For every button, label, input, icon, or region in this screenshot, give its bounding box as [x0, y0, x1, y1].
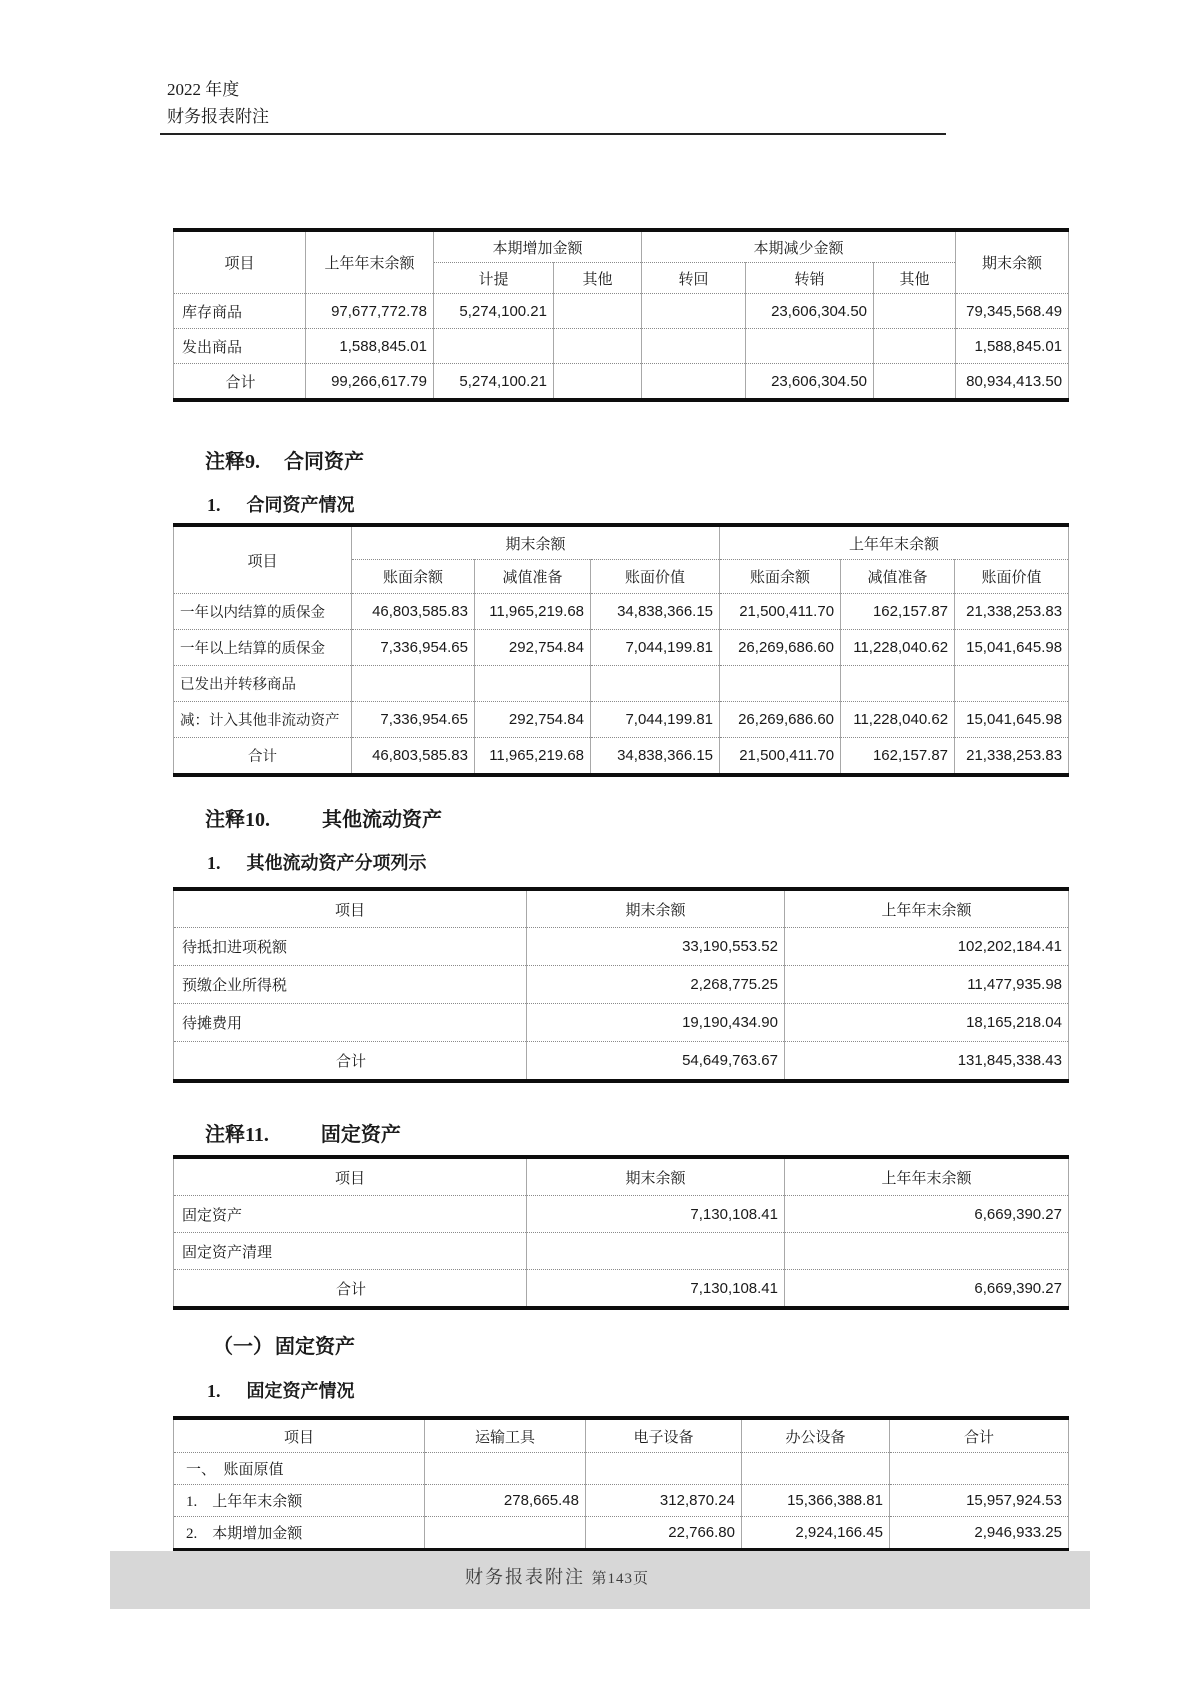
heading-note11-sub1 [207, 1377, 355, 1403]
row-label-cell: 发出商品 [174, 329, 306, 364]
col-header-other: 其他 [554, 263, 642, 294]
value-cell: 7,130,108.41 [527, 1270, 785, 1309]
value-cell: 19,190,434.90 [527, 1004, 785, 1042]
inventory-provision-table [173, 228, 1069, 402]
value-cell: 11,228,040.62 [841, 630, 955, 666]
table-total-row [174, 738, 1069, 776]
value-cell: 2,924,166.45 [742, 1517, 890, 1551]
row-label-cell: 一年以内结算的质保金 [174, 594, 352, 630]
col-header-total: 合计 [890, 1418, 1069, 1453]
heading-title: 其他流动资产分项列示 [246, 853, 427, 873]
value-cell: 21,500,411.70 [720, 738, 841, 776]
row-label-cell: 合计 [174, 738, 352, 776]
value-cell: 131,845,338.43 [785, 1042, 1069, 1082]
value-cell: 26,269,686.60 [720, 702, 841, 738]
heading-note9 [205, 445, 364, 474]
col-group-decrease: 本期减少金额 [642, 230, 956, 263]
table-total-row [174, 1042, 1069, 1082]
value-cell [527, 1233, 785, 1270]
value-cell: 33,190,553.52 [527, 928, 785, 966]
table-row [174, 966, 1069, 1004]
value-cell: 34,838,366.15 [591, 738, 720, 776]
value-cell: 6,669,390.27 [785, 1270, 1069, 1309]
page-footer [0, 1563, 1157, 1589]
table-row [174, 329, 1069, 364]
value-cell: 21,500,411.70 [720, 594, 841, 630]
row-label-cell: 库存商品 [174, 294, 306, 329]
col-header-electronics: 电子设备 [586, 1418, 742, 1453]
table-row [174, 702, 1069, 738]
row-label-cell: 2. 本期增加金额 [174, 1517, 425, 1551]
heading-note11 [205, 1118, 401, 1147]
value-cell: 7,044,199.81 [591, 702, 720, 738]
heading-number: 注释11. [205, 1124, 269, 1146]
table-total-row [174, 364, 1069, 401]
heading-note9-sub1 [207, 491, 355, 517]
col-header-accrual: 计提 [434, 263, 554, 294]
value-cell: 54,649,763.67 [527, 1042, 785, 1082]
value-cell [874, 329, 956, 364]
heading-title: 合同资产情况 [246, 495, 355, 515]
contract-assets-table [173, 523, 1069, 777]
value-cell [874, 294, 956, 329]
fixed-assets-summary-table [173, 1155, 1069, 1310]
table-body [174, 1453, 1069, 1551]
col-header-book-value: 账面价值 [591, 560, 720, 594]
table-body [174, 1196, 1069, 1309]
value-cell: 312,870.24 [586, 1485, 742, 1517]
col-group-prev-year-end: 上年年末余额 [720, 525, 1069, 560]
heading-title: 合同资产 [284, 451, 364, 473]
table-header [174, 1157, 1069, 1196]
value-cell: 26,269,686.60 [720, 630, 841, 666]
table-header [174, 1418, 1069, 1453]
table-row [174, 666, 1069, 702]
value-cell [554, 329, 642, 364]
value-cell: 46,803,585.83 [352, 738, 475, 776]
value-cell: 97,677,772.78 [306, 294, 434, 329]
value-cell: 1,588,845.01 [956, 329, 1069, 364]
value-cell [352, 666, 475, 702]
row-label-cell: 待抵扣进项税额 [174, 928, 527, 966]
col-header-book-balance: 账面余额 [720, 560, 841, 594]
value-cell: 278,665.48 [425, 1485, 586, 1517]
col-header-item: 项目 [174, 230, 306, 294]
value-cell: 7,130,108.41 [527, 1196, 785, 1233]
heading-number: 注释10. [205, 809, 270, 831]
table-body [174, 928, 1069, 1082]
value-cell [742, 1453, 890, 1485]
col-header-writeoff: 转销 [746, 263, 874, 294]
footer-page-number: 第143页 [591, 1571, 649, 1587]
col-header-book-value: 账面价值 [955, 560, 1069, 594]
col-header-office-equipment: 办公设备 [742, 1418, 890, 1453]
fixed-assets-detail-table [173, 1416, 1069, 1552]
value-cell: 15,957,924.53 [890, 1485, 1069, 1517]
row-label-cell: 已发出并转移商品 [174, 666, 352, 702]
value-cell: 2,268,775.25 [527, 966, 785, 1004]
value-cell [874, 364, 956, 401]
value-cell: 11,477,935.98 [785, 966, 1069, 1004]
value-cell [720, 666, 841, 702]
value-cell: 162,157.87 [841, 738, 955, 776]
table-total-row [174, 1270, 1069, 1309]
value-cell [586, 1453, 742, 1485]
row-label-cell: 一、 账面原值 [174, 1453, 425, 1485]
table-row [174, 1004, 1069, 1042]
table-header [174, 889, 1069, 928]
table-row [174, 1517, 1069, 1551]
value-cell [785, 1233, 1069, 1270]
col-header-impairment: 减值准备 [475, 560, 591, 594]
value-cell: 99,266,617.79 [306, 364, 434, 401]
heading-number: （一） [213, 1336, 273, 1358]
col-group-period-end: 期末余额 [352, 525, 720, 560]
table-row [174, 630, 1069, 666]
value-cell: 11,228,040.62 [841, 702, 955, 738]
value-cell: 23,606,304.50 [746, 364, 874, 401]
value-cell: 23,606,304.50 [746, 294, 874, 329]
value-cell: 34,838,366.15 [591, 594, 720, 630]
heading-note10-sub1 [207, 849, 427, 875]
value-cell [955, 666, 1069, 702]
heading-number: 1. [207, 1381, 221, 1401]
value-cell: 7,336,954.65 [352, 630, 475, 666]
row-label-cell: 减：计入其他非流动资产 [174, 702, 352, 738]
footer-doc-title: 财务报表附注 [464, 1567, 585, 1587]
value-cell [475, 666, 591, 702]
heading-title: 其他流动资产 [322, 809, 442, 831]
value-cell: 7,044,199.81 [591, 630, 720, 666]
report-year: 2022 年度 [167, 80, 240, 99]
col-header-reversal: 转回 [642, 263, 746, 294]
value-cell: 11,965,219.68 [475, 738, 591, 776]
page-header [167, 76, 269, 130]
col-header-prev-year-end: 上年年末余额 [785, 889, 1069, 928]
col-header-period-end: 期末余额 [527, 1157, 785, 1196]
value-cell: 15,041,645.98 [955, 702, 1069, 738]
col-header-vehicles: 运输工具 [425, 1418, 586, 1453]
col-header-prev-year-end: 上年年末余额 [785, 1157, 1069, 1196]
row-label-cell: 合计 [174, 364, 306, 401]
table-row [174, 294, 1069, 329]
value-cell: 5,274,100.21 [434, 294, 554, 329]
col-header-period-end: 期末余额 [956, 230, 1069, 294]
row-label-cell: 预缴企业所得税 [174, 966, 527, 1004]
table-header [174, 230, 1069, 294]
col-header-period-end: 期末余额 [527, 889, 785, 928]
other-current-assets-table [173, 887, 1069, 1083]
value-cell [434, 329, 554, 364]
value-cell: 46,803,585.83 [352, 594, 475, 630]
col-header-item: 项目 [174, 525, 352, 594]
value-cell [642, 329, 746, 364]
value-cell: 80,934,413.50 [956, 364, 1069, 401]
value-cell: 292,754.84 [475, 630, 591, 666]
row-label-cell: 合计 [174, 1042, 527, 1082]
value-cell: 15,366,388.81 [742, 1485, 890, 1517]
value-cell: 162,157.87 [841, 594, 955, 630]
value-cell [554, 294, 642, 329]
table-row [174, 1485, 1069, 1517]
col-header-prev-year-end: 上年年末余额 [306, 230, 434, 294]
value-cell: 22,766.80 [586, 1517, 742, 1551]
heading-title: 固定资产情况 [246, 1381, 355, 1401]
table-body [174, 294, 1069, 401]
row-label-cell: 固定资产清理 [174, 1233, 527, 1270]
value-cell: 2,946,933.25 [890, 1517, 1069, 1551]
value-cell: 292,754.84 [475, 702, 591, 738]
col-header-impairment: 减值准备 [841, 560, 955, 594]
value-cell [591, 666, 720, 702]
row-label-cell: 一年以上结算的质保金 [174, 630, 352, 666]
value-cell: 6,669,390.27 [785, 1196, 1069, 1233]
heading-number: 注释9. [205, 451, 260, 473]
value-cell: 1,588,845.01 [306, 329, 434, 364]
value-cell: 18,165,218.04 [785, 1004, 1069, 1042]
heading-number: 1. [207, 495, 221, 515]
table-row [174, 928, 1069, 966]
value-cell [841, 666, 955, 702]
col-header-item: 项目 [174, 1157, 527, 1196]
value-cell: 79,345,568.49 [956, 294, 1069, 329]
value-cell [554, 364, 642, 401]
table-row [174, 1453, 1069, 1485]
table-row [174, 594, 1069, 630]
value-cell: 21,338,253.83 [955, 594, 1069, 630]
heading-note11-sub-a [213, 1330, 355, 1359]
row-label-cell: 1. 上年年末余额 [174, 1485, 425, 1517]
heading-number: 1. [207, 853, 221, 873]
col-header-other: 其他 [874, 263, 956, 294]
col-header-item: 项目 [174, 889, 527, 928]
row-label-cell: 待摊费用 [174, 1004, 527, 1042]
row-label-cell: 固定资产 [174, 1196, 527, 1233]
value-cell [642, 364, 746, 401]
value-cell [890, 1453, 1069, 1485]
heading-title: 固定资产 [275, 1336, 355, 1358]
value-cell: 11,965,219.68 [475, 594, 591, 630]
table-row [174, 1196, 1069, 1233]
header-rule [160, 133, 946, 135]
heading-note10 [205, 803, 442, 832]
value-cell: 5,274,100.21 [434, 364, 554, 401]
value-cell: 15,041,645.98 [955, 630, 1069, 666]
heading-title: 固定资产 [320, 1124, 401, 1146]
value-cell [746, 329, 874, 364]
col-group-increase: 本期增加金额 [434, 230, 642, 263]
report-title: 财务报表附注 [167, 107, 269, 127]
col-header-item: 项目 [174, 1418, 425, 1453]
table-body [174, 594, 1069, 776]
value-cell: 21,338,253.83 [955, 738, 1069, 776]
row-label-cell: 合计 [174, 1270, 527, 1309]
table-header [174, 525, 1069, 594]
value-cell: 102,202,184.41 [785, 928, 1069, 966]
value-cell: 7,336,954.65 [352, 702, 475, 738]
value-cell [425, 1517, 586, 1551]
value-cell [425, 1453, 586, 1485]
table-row [174, 1233, 1069, 1270]
col-header-book-balance: 账面余额 [352, 560, 475, 594]
value-cell [642, 294, 746, 329]
